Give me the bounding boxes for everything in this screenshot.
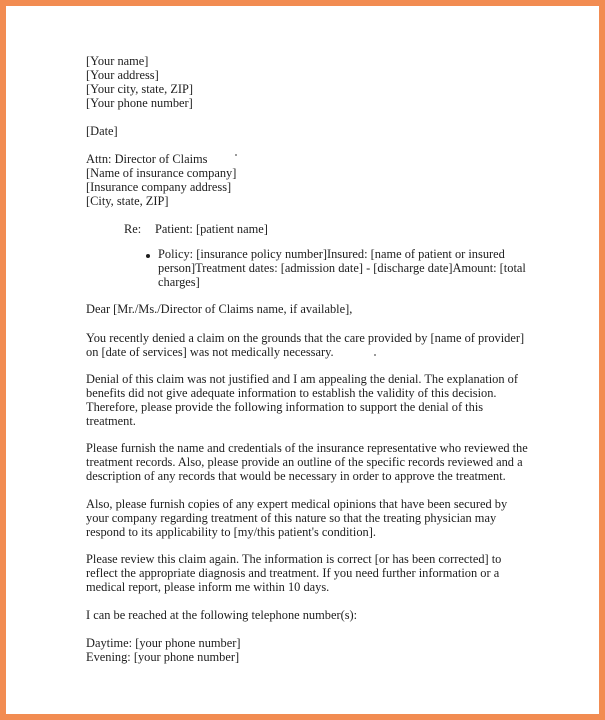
paragraph-line: respond to its applicability to [my/this patient's condition]. xyxy=(86,525,376,539)
recipient-company-name: [Name of insurance company] xyxy=(86,166,237,180)
policy-line: person]Treatment dates: [admission date] - [discharge date]Amount: [total xyxy=(158,261,526,275)
paragraph-line: treatment. xyxy=(86,414,136,428)
paragraph-line: Also, please furnish copies of any expert medical opinions that have been secured by xyxy=(86,497,508,511)
letter-date: [Date] xyxy=(86,124,118,138)
paragraph-line: your company regarding treatment of this nature so that the treating physician may xyxy=(86,511,497,525)
scan-speck xyxy=(374,354,376,356)
paragraph-line: medical report, please inform me within 10 days. xyxy=(86,580,330,594)
paragraph-line: I can be reached at the following telephone number(s): xyxy=(86,608,358,622)
paragraph-line: description of any records that would be necessary in order to approve the treatment. xyxy=(86,469,506,483)
recipient-company-address: [Insurance company address] xyxy=(86,180,232,194)
paragraph-line: Therefore, please provide the following information to support the denial of this xyxy=(86,400,484,414)
policy-line: charges] xyxy=(158,275,200,289)
sender-address: [Your address] xyxy=(86,68,159,82)
salutation: Dear [Mr./Ms./Director of Claims name, if available], xyxy=(86,302,353,316)
paragraph-line: Please furnish the name and credentials of the insurance representative who reviewed the xyxy=(86,441,528,455)
paragraph-line: treatment records. Also, please provide an outline of the specific records reviewed and a xyxy=(86,455,523,469)
re-patient: Patient: [patient name] xyxy=(155,222,268,236)
re-label: Re: xyxy=(124,222,142,236)
recipient-city-state-zip: [City, state, ZIP] xyxy=(86,194,169,208)
sender-name: [Your name] xyxy=(86,54,149,68)
paragraph-line: You recently denied a claim on the grounds that the care provided by [name of provider] xyxy=(86,331,525,345)
contact-evening: Evening: [your phone number] xyxy=(86,650,240,664)
paragraph-line: benefits did not give adequate information to establish the validity of this decision. xyxy=(86,386,497,400)
paragraph-line: Please review this claim again. The information is correct [or has been corrected] to xyxy=(86,552,502,566)
paragraph-line: on [date of services] was not medically necessary. xyxy=(86,345,334,359)
paragraph-line: Denial of this claim was not justified and I am appealing the denial. The explanation of xyxy=(86,372,518,386)
contact-daytime: Daytime: [your phone number] xyxy=(86,636,241,650)
recipient-attn: Attn: Director of Claims xyxy=(86,152,208,166)
sender-phone: [Your phone number] xyxy=(86,96,193,110)
bullet-icon xyxy=(146,254,150,258)
policy-line: Policy: [insurance policy number]Insured: [name of patient or insured xyxy=(158,247,505,261)
sender-city-state-zip: [Your city, state, ZIP] xyxy=(86,82,194,96)
scan-speck xyxy=(235,154,237,156)
paragraph-line: reflect the appropriate diagnosis and treatment. If you need further information or a xyxy=(86,566,500,580)
